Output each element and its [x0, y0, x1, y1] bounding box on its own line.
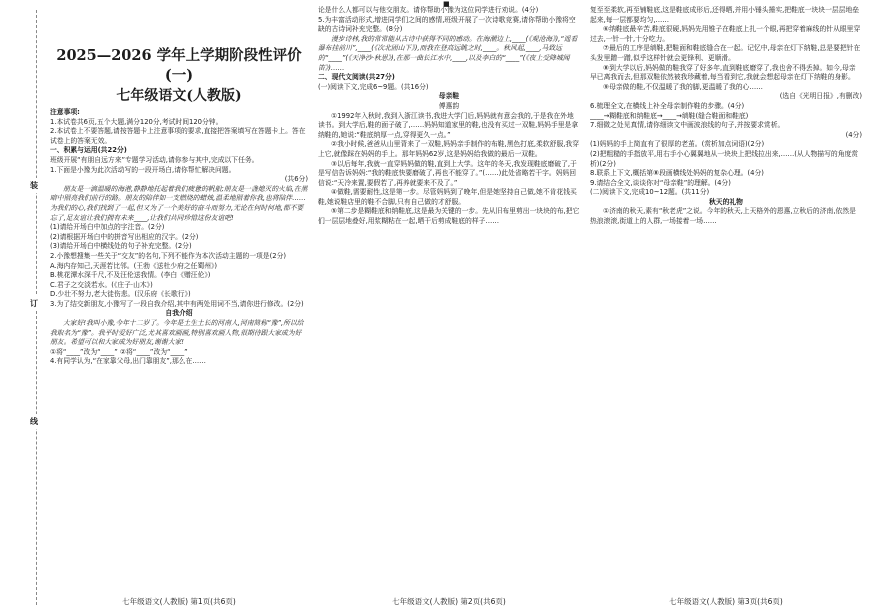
passage-title: 自我介绍 — [165, 309, 193, 318]
passage-paragraph: ①济南的秋天,素有“秋老虎”之说。今年的秋天,上天格外的恩惠,立秋后的济南,依然是热浪滚滚,街道上的人群,一场接着一场…… — [590, 207, 856, 226]
paragraph: D.少壮不努力,老大徒伤悲。(汉乐府《长歌行》) — [50, 290, 191, 299]
passage-author: 傅惠韵 — [438, 101, 460, 110]
passage-paragraph: 朋友是一滴温暖的海港,静静地托起着我们疲惫的帆船;朋友是一盏熄灭的火焰,在黑暗中照亮我们前行的路。朋友的陪伴如一支燃烧的蜡烛,温柔地照着你我,也将陪伴……为我们的心,我们找到了一起,但又为了一个美好的奋斗而努力,无论在何时何地,都不要忘了,足友谊让我们拥有未来____,让我们共同珍惜这份友谊吧! — [50, 184, 308, 222]
page-1-column — [50, 6, 308, 589]
score-note: (4分) — [845, 130, 862, 139]
passage-paragraph: 漫步诗林,我的常常能从古诗中获得不同的感动。在海潮边上,____(《观沧海》),“遥看瀑布挂前川”,____(《次北固山下》),而我在登高远眺之时,____。秋风起,____,马致远的“____”(《天净沙·秋思》),在那一曲长江水中,____,以及李白的“____”(《夜上受降城闻笛》)…… — [318, 34, 578, 72]
top-mark: ■ — [443, 0, 450, 8]
passage-paragraph: ⑦最后的工序是绱鞋,把鞋面和鞋底缝合在一起。记忆中,母亲在灯下纳鞋,总是要把针在头发里蹭一蹭,似乎这样针就会更锋利、更顺滑。 — [590, 44, 861, 62]
paragraph: (2)请根据开场白中的拼音写出相应的汉字。(2分) — [50, 232, 199, 241]
paragraph: 1.本试卷共6页,五个大题,满分120分,考试时间120分钟。 — [50, 117, 223, 126]
binding-label-zhuang: 装 — [30, 178, 38, 193]
page-2-footer: 七年级语文(人教版) 第2页(共6页) — [392, 597, 506, 606]
paragraph: 班级开展“有朋自远方来”专题学习活动,请你参与其中,完成以下任务。 — [50, 155, 259, 164]
paragraph: ____→糊鞋底和纳鞋底→____→绱鞋(缝合鞋面和鞋底) — [590, 111, 749, 120]
passage-paragraph: 大家好!我叫小豫,今年十二岁了。今年是土生土长的河南人,河南简称“豫”,所以给我取名为“豫”。我平时爱好广泛,尤其喜欢画画,特别喜欢画人物,很期待跟大家成为好朋友。希望可以和大家成为好朋友,谢谢大家! — [50, 319, 304, 347]
passage-paragraph: ⑧到大学以后,妈妈做的鞋我穿了好多年,直到鞋底磨穿了,我也舍不得丢掉。如今,母亲早已离我而去,但那双鞋依然被我珍藏着,每当看到它,我就会想起母亲在灯下纳鞋的身影。 — [590, 63, 856, 82]
paragraph: (2)把粗糙的手指放平,用右手小心翼翼地从一块块上把线拉出来,……(从人物描写的角度赏析)(2分) — [590, 149, 859, 168]
passage-paragraph: ⑥纳鞋底最辛苦,鞋底很硬,妈妈先用锥子在鞋底上扎一个眼,再把穿着麻线的针从眼里穿过去,一针一针,十分吃力。 — [590, 25, 861, 43]
exam-subtitle: 七年级语文(人教版) — [116, 88, 242, 104]
passage-paragraph: ④做鞋,需要耐性,这是第一步。尽管妈妈到了晚年,但是她坚持自己做,她不肯花钱买鞋,她说鞋店里的鞋不合脚,只有自己做的才舒服。 — [318, 188, 577, 206]
passage-paragraph: ⑤第二步是糊鞋底和纳鞋底,这是最为关键的一步。先从旧布里剪出一块块的布,把它们一层层地叠好,用浆糊粘在一起,晒干后剪成鞋底的样子…… — [318, 207, 580, 226]
section-heading: 注意事项: — [50, 108, 80, 116]
paragraph: (一)阅读下文,完成6~9题。(共16分) — [318, 82, 429, 91]
paragraph: (二)阅读下文,完成10~12题。(共11分) — [590, 188, 710, 197]
passage-title: 秋天的礼物 — [709, 197, 743, 206]
paragraph: 复至至柔软,再至铺鞋底,这是鞋底成形后,还得晒,并用小锤头捶实,把鞋底一块块一层层地垒起来,每一层都要均匀,…… — [590, 6, 860, 24]
page-3-footer: 七年级语文(人教版) 第3页(共6页) — [669, 597, 783, 606]
passage-paragraph: ③以后每年,我就一直穿妈妈做的鞋,直到上大学。这年的冬天,我发现鞋底磨破了,于是写信告诉妈妈:“我的鞋底快要磨破了,再也不能穿了。”(……)此处省略若干字。妈妈回信说:“天冷来置,要假若了,再养就要来不及了。” — [318, 159, 577, 187]
paragraph: C.君子之交淡若水。(《庄子·山木》) — [50, 280, 153, 289]
passage-paragraph: ②我小时候,爸爸从山里背来了一双鞋,妈妈亲手制作的布鞋,黑色打底,柔软舒服,我穿上它,就像踩在妈妈的手上。那年妈妈62岁,这是妈妈给我做的最后一双鞋。 — [318, 140, 579, 158]
paragraph: (1)妈妈的手上简直有了很厚的老茧。(赏析加点词语)(2分) — [590, 140, 765, 149]
paragraph: B.桃花潭水深千尺,不及汪伦送我情。(李白《赠汪伦》) — [50, 271, 211, 280]
paragraph: 1.下面是小豫为此次活动写的一段开场白,请你帮忙解决问题。 — [50, 165, 236, 174]
paragraph: 3.为了结交新朋友,小豫写了一段自我介绍,其中有两处用词不当,请你进行修改。(2分) — [50, 299, 304, 308]
paragraph: A.海内存知己,天涯若比邻。(王勃《送杜少府之任蜀州》) — [50, 261, 218, 270]
score-note: (共6分) — [284, 175, 308, 184]
paragraph: (1)请给开场白中加点的字注音。(2分) — [50, 223, 165, 232]
paragraph: 6.梳理全文,在横线上补全母亲制作鞋的步骤。(4分) — [590, 101, 745, 110]
passage-paragraph: ①1992年入秋时,我到入浙江读书,我进大学门后,妈妈就有意会我的,于是我在外地读书。到大学后,鞋的面子破了,……妈妈知道家里的鞋,也没有买过一双鞋,妈妈手里是拿纳鞋的,她说:“鞋底纳厚一点,穿得更久一点。” — [318, 111, 579, 139]
page-3-column — [590, 6, 862, 589]
section-heading: 一、积累与运用(共22分) — [50, 146, 127, 155]
paragraph: 9.请结合全文,谈谈你对“母亲鞋”的理解。(4分) — [590, 178, 731, 187]
page-1-footer: 七年级语文(人教版) 第1页(共6页) — [122, 597, 236, 606]
binding-margin — [0, 0, 46, 615]
paragraph: (3)请给开场白中横线处的句子补充完整。(2分) — [50, 242, 192, 251]
score-note: (选自《光明日报》,有删改) — [779, 92, 862, 101]
paragraph: 8.联系上下文,概括第⑧段画横线处妈妈的复杂心理。(4分) — [590, 169, 764, 178]
page-2-column — [318, 6, 580, 589]
paragraph: 4.有同学认为,“在家靠父母,出门靠朋友”,那么在…… — [50, 357, 206, 366]
passage-title: 母亲鞋 — [438, 92, 460, 101]
paragraph: ①将“____”改为“____” ②将“____”改为“____” — [50, 347, 188, 356]
section-heading: 二、现代文阅读(共27分) — [318, 73, 395, 82]
paragraph: 2.本试卷上不要答题,请按答题卡上注意事项的要求,直接把答案填写在答题卡上。答在试卷上的答案无效。 — [50, 127, 306, 145]
paragraph: 7.细微之处见真情,请你细读文中画波浪线的句子,并按要求赏析。 — [590, 121, 785, 130]
binding-label-ding: 订 — [30, 296, 38, 311]
paragraph: 5.为丰富活动形式,增进同学们之间的感情,班级开展了一次诗歌竞赛,请你帮助小豫将空缺的古诗词补充完整。(8分) — [318, 15, 576, 34]
passage-paragraph: ⑨母亲做的鞋,不仅温暖了我的脚,更温暖了我的心…… — [603, 82, 763, 91]
binding-label-xian: 线 — [30, 414, 38, 429]
exam-title: 2025—2026 学年上学期阶段性评价(一) — [56, 47, 302, 84]
paragraph: 论是什么人都可以与他交朋友。请你帮助小豫为这位同学进行劝说。(4分) — [318, 6, 539, 14]
paragraph: 2.小豫想搜集一些关于“交友”的名句,下列不能作为本次活动主题的一项是(2分) — [50, 251, 287, 260]
